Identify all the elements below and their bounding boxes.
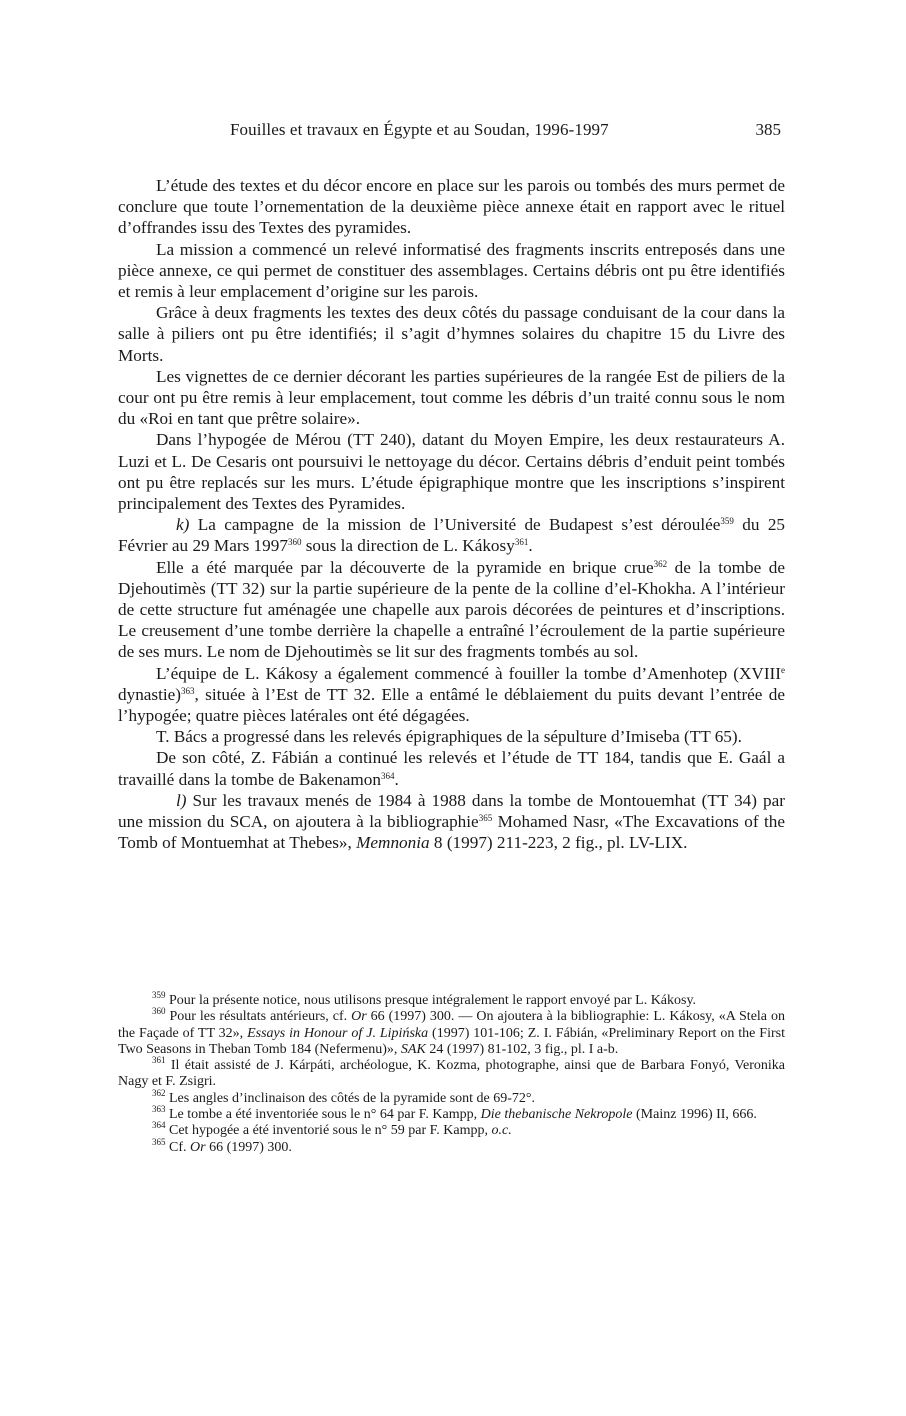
footnote-ref[interactable]: 363 xyxy=(181,685,195,696)
paragraph: Grâce à deux fragments les textes des deux côtés du passage conduisant de la cour dans la salle à piliers ont pu être identifiés; il s’agit d’hymnes solaires du chapitre 15 du Livre des Morts. xyxy=(118,303,785,365)
footnote-ref[interactable]: 365 xyxy=(478,813,493,824)
section-marker: l) xyxy=(176,790,187,810)
paragraph xyxy=(118,514,785,556)
text-run: De son côté, Z. Fábián a continué les relevés et l’étude de TT 184, tandis que E. Gaál a travaillé dans la tombe de Bakenamon xyxy=(118,748,785,789)
footnote-text: Les angles d’inclinaison des côtés de la pyramide sont de 69-72°. xyxy=(165,1090,536,1106)
running-title: Fouilles et travaux en Égypte et au Soudan, 1996-1997 xyxy=(230,120,609,139)
footnote-ref[interactable]: 361 xyxy=(514,537,529,548)
page-number: 385 xyxy=(755,120,781,139)
footnote-text: 66 (1997) 300. — On ajoutera à la bibliographie: L. Kákosy, «A Stela on the Façade of TT 32», xyxy=(118,1009,785,1041)
footnote xyxy=(118,1087,785,1107)
paragraph: L’étude des textes et du décor encore en place sur les parois ou tombés des murs permet de conclure que toute l’ornementation de la deuxième pièce annexe était en rapport avec le rituel d’offrandes issu des Textes des pyramides. xyxy=(118,176,785,238)
footnote-number: 360 xyxy=(152,1006,166,1017)
journal-abbrev: SAK xyxy=(400,1041,426,1057)
text-run: La campagne de la mission de l’Université de Budapest s’est déroulée xyxy=(189,515,721,535)
footnote-text: Le tombe a été inventoriée sous le n° 64 par F. Kampp, xyxy=(165,1107,481,1123)
paragraph: Dans l’hypogée de Mérou (TT 240), datant du Moyen Empire, les deux restaurateurs A. Luzi et L. De Cesaris ont poursuivi le nettoyage du décor. Certains débris d’enduit peint tombés ont pu être replacés sur les murs. L’étude épigraphique montre que les inscriptions s’inspirent principalement des Textes des Pyramides. xyxy=(118,430,785,514)
footnote-text: Cf. xyxy=(165,1139,190,1155)
text-run: Sur les travaux menés de 1984 à 1988 dans la tombe de Montouemhat (TT 34) par une mission du SCA, on ajoutera à la bibliographie xyxy=(118,790,785,832)
footnote-ref[interactable]: 362 xyxy=(653,558,668,569)
footnote-text: Il était assisté de J. Kárpáti, archéologue, K. Kozma, photographe, ainsi que de Barbara Fonyó, Veronika Nagy et F. Zsigri. xyxy=(118,1058,785,1090)
journal-title: Memnonia xyxy=(356,833,430,853)
footnote-ref[interactable]: 360 xyxy=(287,537,302,548)
text-run: . xyxy=(394,769,399,789)
paragraph xyxy=(118,663,785,727)
footnote xyxy=(118,1055,785,1091)
text-run: Elle a été marquée par la découverte de la pyramide en brique crue xyxy=(156,557,654,577)
paragraph xyxy=(118,790,785,854)
text-run: 8 (1997) 211-223, 2 fig., pl. LV-LIX. xyxy=(429,833,688,853)
footnote xyxy=(118,1136,785,1156)
footnote-number: 363 xyxy=(152,1104,166,1115)
book-title: Essays in Honour of J. Lipińska xyxy=(247,1025,429,1041)
paragraph: T. Bács a progressé dans les relevés épigraphiques de la sépulture d’Imiseba (TT 65). xyxy=(156,727,742,747)
footnote xyxy=(118,1104,785,1123)
text-run: Mohamed Nasr, «The Excavations of the Tomb of Montuemhat at Thebes», xyxy=(118,812,785,853)
footnote-text: Pour la présente notice, nous utilisons presque intégralement le rapport envoyé par L. Kákosy. xyxy=(165,993,697,1008)
text-run: du 25 Février au 29 Mars 1997 xyxy=(118,515,785,556)
footnote-text: (1997) 101-106; Z. I. Fábián, «Preliminary Report on the First Two Seasons in Theban Tomb 184 (Nefermenu)», xyxy=(118,1025,785,1057)
book-title: Die thebanische Nekropole xyxy=(480,1107,633,1123)
footnote-text: Cet hypogée a été inventorié sous le n° 59 par F. Kampp, xyxy=(165,1123,492,1139)
footnote-text: 24 (1997) 81-102, 3 fig., pl. I a-b. xyxy=(425,1041,619,1057)
journal-abbrev: Or xyxy=(190,1139,206,1155)
footnote xyxy=(118,990,785,1009)
op-cit: o.c. xyxy=(491,1123,512,1139)
text-run: de la tombe de Djehoutimès (TT 32) sur la partie supérieure de la pente de la colline d’el-Khokha. A l’intérieur de cette structure fut aménagée une chapelle aux parois décorées de peintures et d’inscriptions. Le creusement d’une tombe derrière la chapelle a entraîné l’écroulement de la partie supérieure de ses murs. Le nom de Djehoutimès se lit sur des fragments tombés au sol. xyxy=(118,557,786,662)
text-run: sous la direction de L. Kákosy xyxy=(301,536,515,556)
text-run: dynastie) xyxy=(118,684,182,704)
section-marker: k) xyxy=(176,515,190,535)
paragraph xyxy=(118,557,785,663)
footnotes xyxy=(118,990,785,1156)
paragraph: La mission a commencé un relevé informatisé des fragments inscrits entreposés dans une pièce annexe, ce qui permet de constituer des assemblages. Certains débris ont pu être identifiés et remis à leur emplacement d’origine sur les parois. xyxy=(118,239,785,302)
text-run: , située à l’Est de TT 32. Elle a entâmé le déblaiement du puits devant l’entrée de l’hypogée; quatre pièces latérales ont été dégagées. xyxy=(118,684,785,726)
footnote-ref[interactable]: 364 xyxy=(380,770,395,781)
paragraph: Les vignettes de ce dernier décorant les parties supérieures de la rangée Est de piliers de la cour ont pu être remis à leur emplacement, tout comme les débris d’un traité connu sous le nom du «Roi en tant que prêtre solaire». xyxy=(118,366,785,429)
text-run: L’équipe de L. Kákosy a également commencé à fouiller la tombe d’Amenhotep (XVIII xyxy=(156,663,781,683)
footnote xyxy=(118,1006,785,1058)
footnote xyxy=(118,1120,785,1139)
footnote-number: 361 xyxy=(152,1055,166,1066)
footnote-text: (Mainz 1996) II, 666. xyxy=(632,1107,757,1123)
footnote-number: 365 xyxy=(152,1136,166,1147)
main-text xyxy=(118,175,785,854)
text-run: . xyxy=(528,536,533,556)
footnote-ref[interactable]: 359 xyxy=(720,516,734,527)
footnote-number: 364 xyxy=(152,1120,166,1131)
running-header xyxy=(118,120,785,144)
paragraph xyxy=(118,747,785,789)
footnote-text: 66 (1997) 300. xyxy=(205,1139,292,1155)
footnote-number: 362 xyxy=(152,1087,166,1098)
footnote-text: Pour les résultats antérieurs, cf. xyxy=(165,1009,352,1025)
superscript-e: e xyxy=(781,664,785,675)
journal-abbrev: Or xyxy=(351,1009,367,1025)
footnote-number: 359 xyxy=(152,990,166,1000)
